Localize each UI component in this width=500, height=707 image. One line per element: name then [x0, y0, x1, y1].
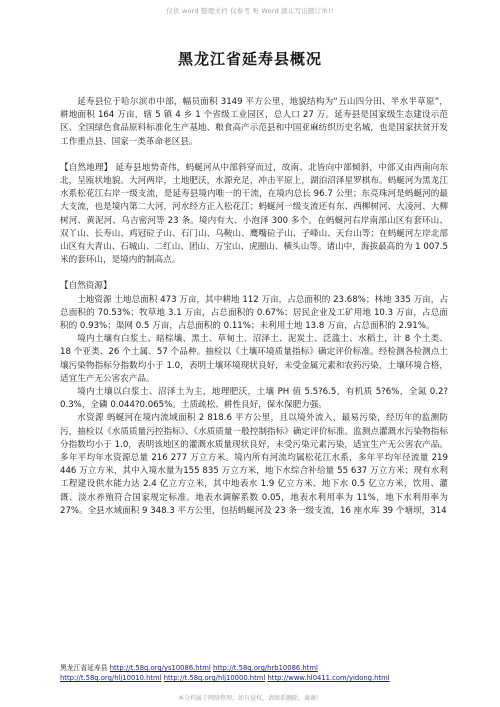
- footer-links: [60, 663, 460, 683]
- footer-link[interactable]: http://t.58q.org/hlj10010.html: [60, 674, 162, 682]
- footer-label: 黑龙江省延寿县: [60, 664, 108, 672]
- footer-link[interactable]: http://www.hl0411.com/yidong.html: [267, 674, 390, 682]
- document-body: [60, 96, 448, 518]
- land-resources-paragraph: 土地资源 土地总面积 473 万亩，其中耕地 112 万亩，占总面积的 23.68%；林地 335 万亩，占总面积的 70.53%；牧草地 3.1 万亩，占总面积的 0.67%；居民企业及工矿用地 10.3 万亩，占总面积的 0.93%；渠网 0.5 万亩，占总面积的 0.11%；未利用土地 13.8 万亩，占总面积的 2.91%。: [60, 294, 448, 332]
- water-resources-paragraph: 水资源 蚂蜒河在境内流域面积 2 818.6 平方公里，且以境外流入，最易污染，经历年的监测防污，抽检以《水质质量污控指标》、《水质质量一般控制指标》确定评价标准。监测点灌溉水污染物指标分指数均小于 1.0，表明该地区的灌溉水质量现状良好，未受污染元素污染，适宜生产无公害农产品。多年平均年水资源总量 216 277 万立方米。境内所有河流均属松花江水系，多年平均年径流量 219 446 万立方米，其中入境水量为155 835 万立方米，地下水综合补给量 55 637 万立方米；现有水利工程建设供水能力达 2.4 亿立方立米，其中地表水 1.9 亿立方米、地下水 0.5 亿立方米，饮用、灌溉、淡水养殖符合国家规定标准。地表水调解系数 0.05，地表水利用率为 11%，地下水利用率为 27%。全县水域面积 9 348.3 平方公里，包括蚂蜒河及 23 条一级支流，16 座水库 39 个塘坝，314: [60, 413, 448, 516]
- footer-link[interactable]: http://t.58q.org/hlj10000.html: [163, 674, 266, 682]
- footer-link[interactable]: http://t.58q.org/hrb10086.html: [212, 664, 318, 672]
- footer-links-line-1: [60, 663, 460, 673]
- footer-link[interactable]: http://t.58q.org/ys10086.html: [109, 664, 211, 672]
- soil-paragraph-2: 境内土壤以白浆土、沼泽土为主，地理肥沃，土壤 PH 值 5.5?6.5，有机质 5?6%，全氮 0.2?0.3%，全磷 0.044?0.065%。土质疏松、耕性良好，保水保肥力强。: [60, 387, 448, 411]
- header-note: 仅供 word 整理文档 仅参考 听 Word 就让写出随订单!!: [166, 7, 334, 15]
- natural-geography-paragraph: 【自然地理】 延寿县地势奇伟，蚂蜒河从中部斜穿而过，故南、北皆向中部倾斜，中部又由西南向东北，呈瓯状地貌。大河两岸，土地肥沃，水源充足，冲击平原上，湖泊沼泽星罗棋布。蚂蜒河为黑龙江水系松花江右岸一级支流，是延寿县境内唯一的干流，在境内总长 96.7 公里；东亮珠河是蚂蜒河的最大支流，也是境内第二大河，河水经方正入松花江；蚂蜒河一级支流还有东、西柳树河、大凌河、大柳树河、黄泥河、乌吉密河等 23 条。境内有大、小泡泽 300 多个。在蚂蜒河右岸南部山区有套环山、双丫山、长寿山、鸡冠砬子山、石门山、乌鞍山、鹰嘴砬子山、子峰山、天台山等；在蚂蜒河左岸北部山区有大青山、石城山、二红山、团山、万宝山、虎圈山、横头山等。诸山中，海拔最高的为 1 007.5 米的套环山，是境内的制高点。: [60, 162, 448, 266]
- soil-paragraph-1: 境内土壤有白浆土、暗棕壤、黑土、草甸土、沼泽土、泥炭土、泛滥土、水稻土，计 8 个土类、18 个亚类、26 个土属、57 个品种。抽检以《土壤环境质量指标》确定评价标准。经检测各检测点土壤污染物指标分指数均小于 1.0，表明土壤环境现状良好，未受金属元素和农药污染，土壤环境合格，适宜生产无公害农产品。: [60, 334, 448, 384]
- document-title: 黑龙江省延寿县概况: [177, 50, 322, 68]
- natural-resources-heading: 【自然资源】: [60, 281, 112, 292]
- intro-paragraph: 延寿县位于哈尔滨市中部，幅员面积 3149 平方公里，地貌结构为“五山四分田、半水半草原”，耕地面积 164 万亩，辖 5 镇 4 乡 1 个省级工业园区，总人口 27 万。延寿县是国家级生态建设示范区、全国绿色食品原料标准化生产基地、粮食高产示范县和中国亚麻纺织历史名城，也是国家扶贫开发工作重点县、国家一类革命老区县。: [60, 97, 448, 147]
- footer-links-line-2: [60, 673, 460, 683]
- footer-note: 本分档属于网络整理，如有侵权，请联系删除，谢谢！: [177, 695, 322, 702]
